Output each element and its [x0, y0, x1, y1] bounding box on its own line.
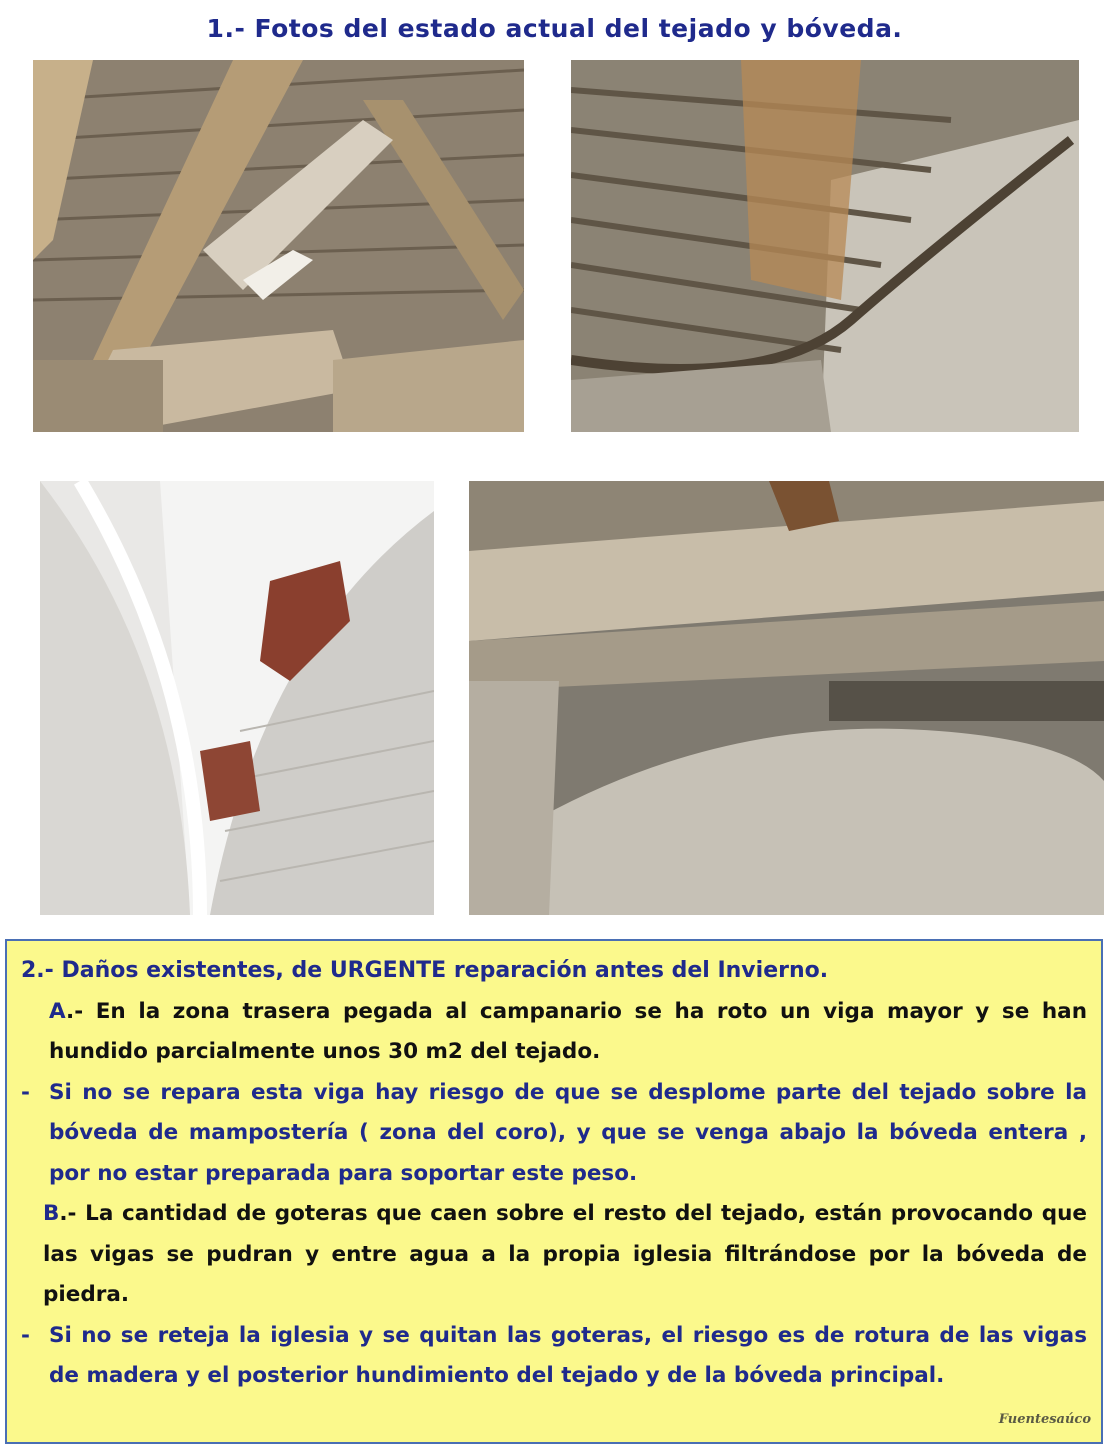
point-a-bullet-text: Si no se repara esta viga hay riesgo de que se desplome parte del tejado sobre la bóveda de mampostería ( zona del coro), y que se venga abajo la bóveda entera , por no estar preparada para soportar este peso.: [49, 1079, 1087, 1186]
point-b-bullet-text: Si no se reteja la iglesia y se quitan las goteras, el riesgo es de rotura de las vigas de madera y el posterior hundimiento del tejado y de la bóveda principal.: [49, 1322, 1087, 1388]
vault-extrados-photo: [469, 481, 1104, 915]
section-2-heading: 2.- Daños existentes, de URGENTE reparación antes del Invierno.: [21, 958, 829, 983]
point-a-letter: A: [49, 998, 67, 1024]
vault-interior-photo: [40, 481, 434, 915]
dash-marker: -: [21, 1079, 30, 1105]
point-b-text: .- La cantidad de goteras que caen sobre el resto del tejado, están provocando que las vigas se pudran y entre agua a la propia iglesia filtrándose por la bóveda de piedra.: [43, 1201, 1087, 1307]
point-a-bullet: [21, 1073, 1087, 1195]
point-b-paragraph: [21, 1194, 1087, 1316]
signature: Fuentesaúco: [998, 1411, 1091, 1427]
damage-report-box: [5, 939, 1103, 1444]
roof-beams-photo-1: [33, 60, 524, 432]
page-title: 1.- Fotos del estado actual del tejado y bóveda.: [206, 14, 903, 43]
point-a-text: .- En la zona trasera pegada al campanario se ha roto un viga mayor y se han hundido parcialmente unos 30 m2 del tejado.: [49, 998, 1087, 1064]
point-b-letter: B: [43, 1201, 60, 1226]
dash-marker: -: [21, 1322, 30, 1348]
point-a-paragraph: [21, 992, 1087, 1073]
point-b-bullet: [21, 1316, 1087, 1397]
roof-beams-photo-2: [571, 60, 1079, 432]
